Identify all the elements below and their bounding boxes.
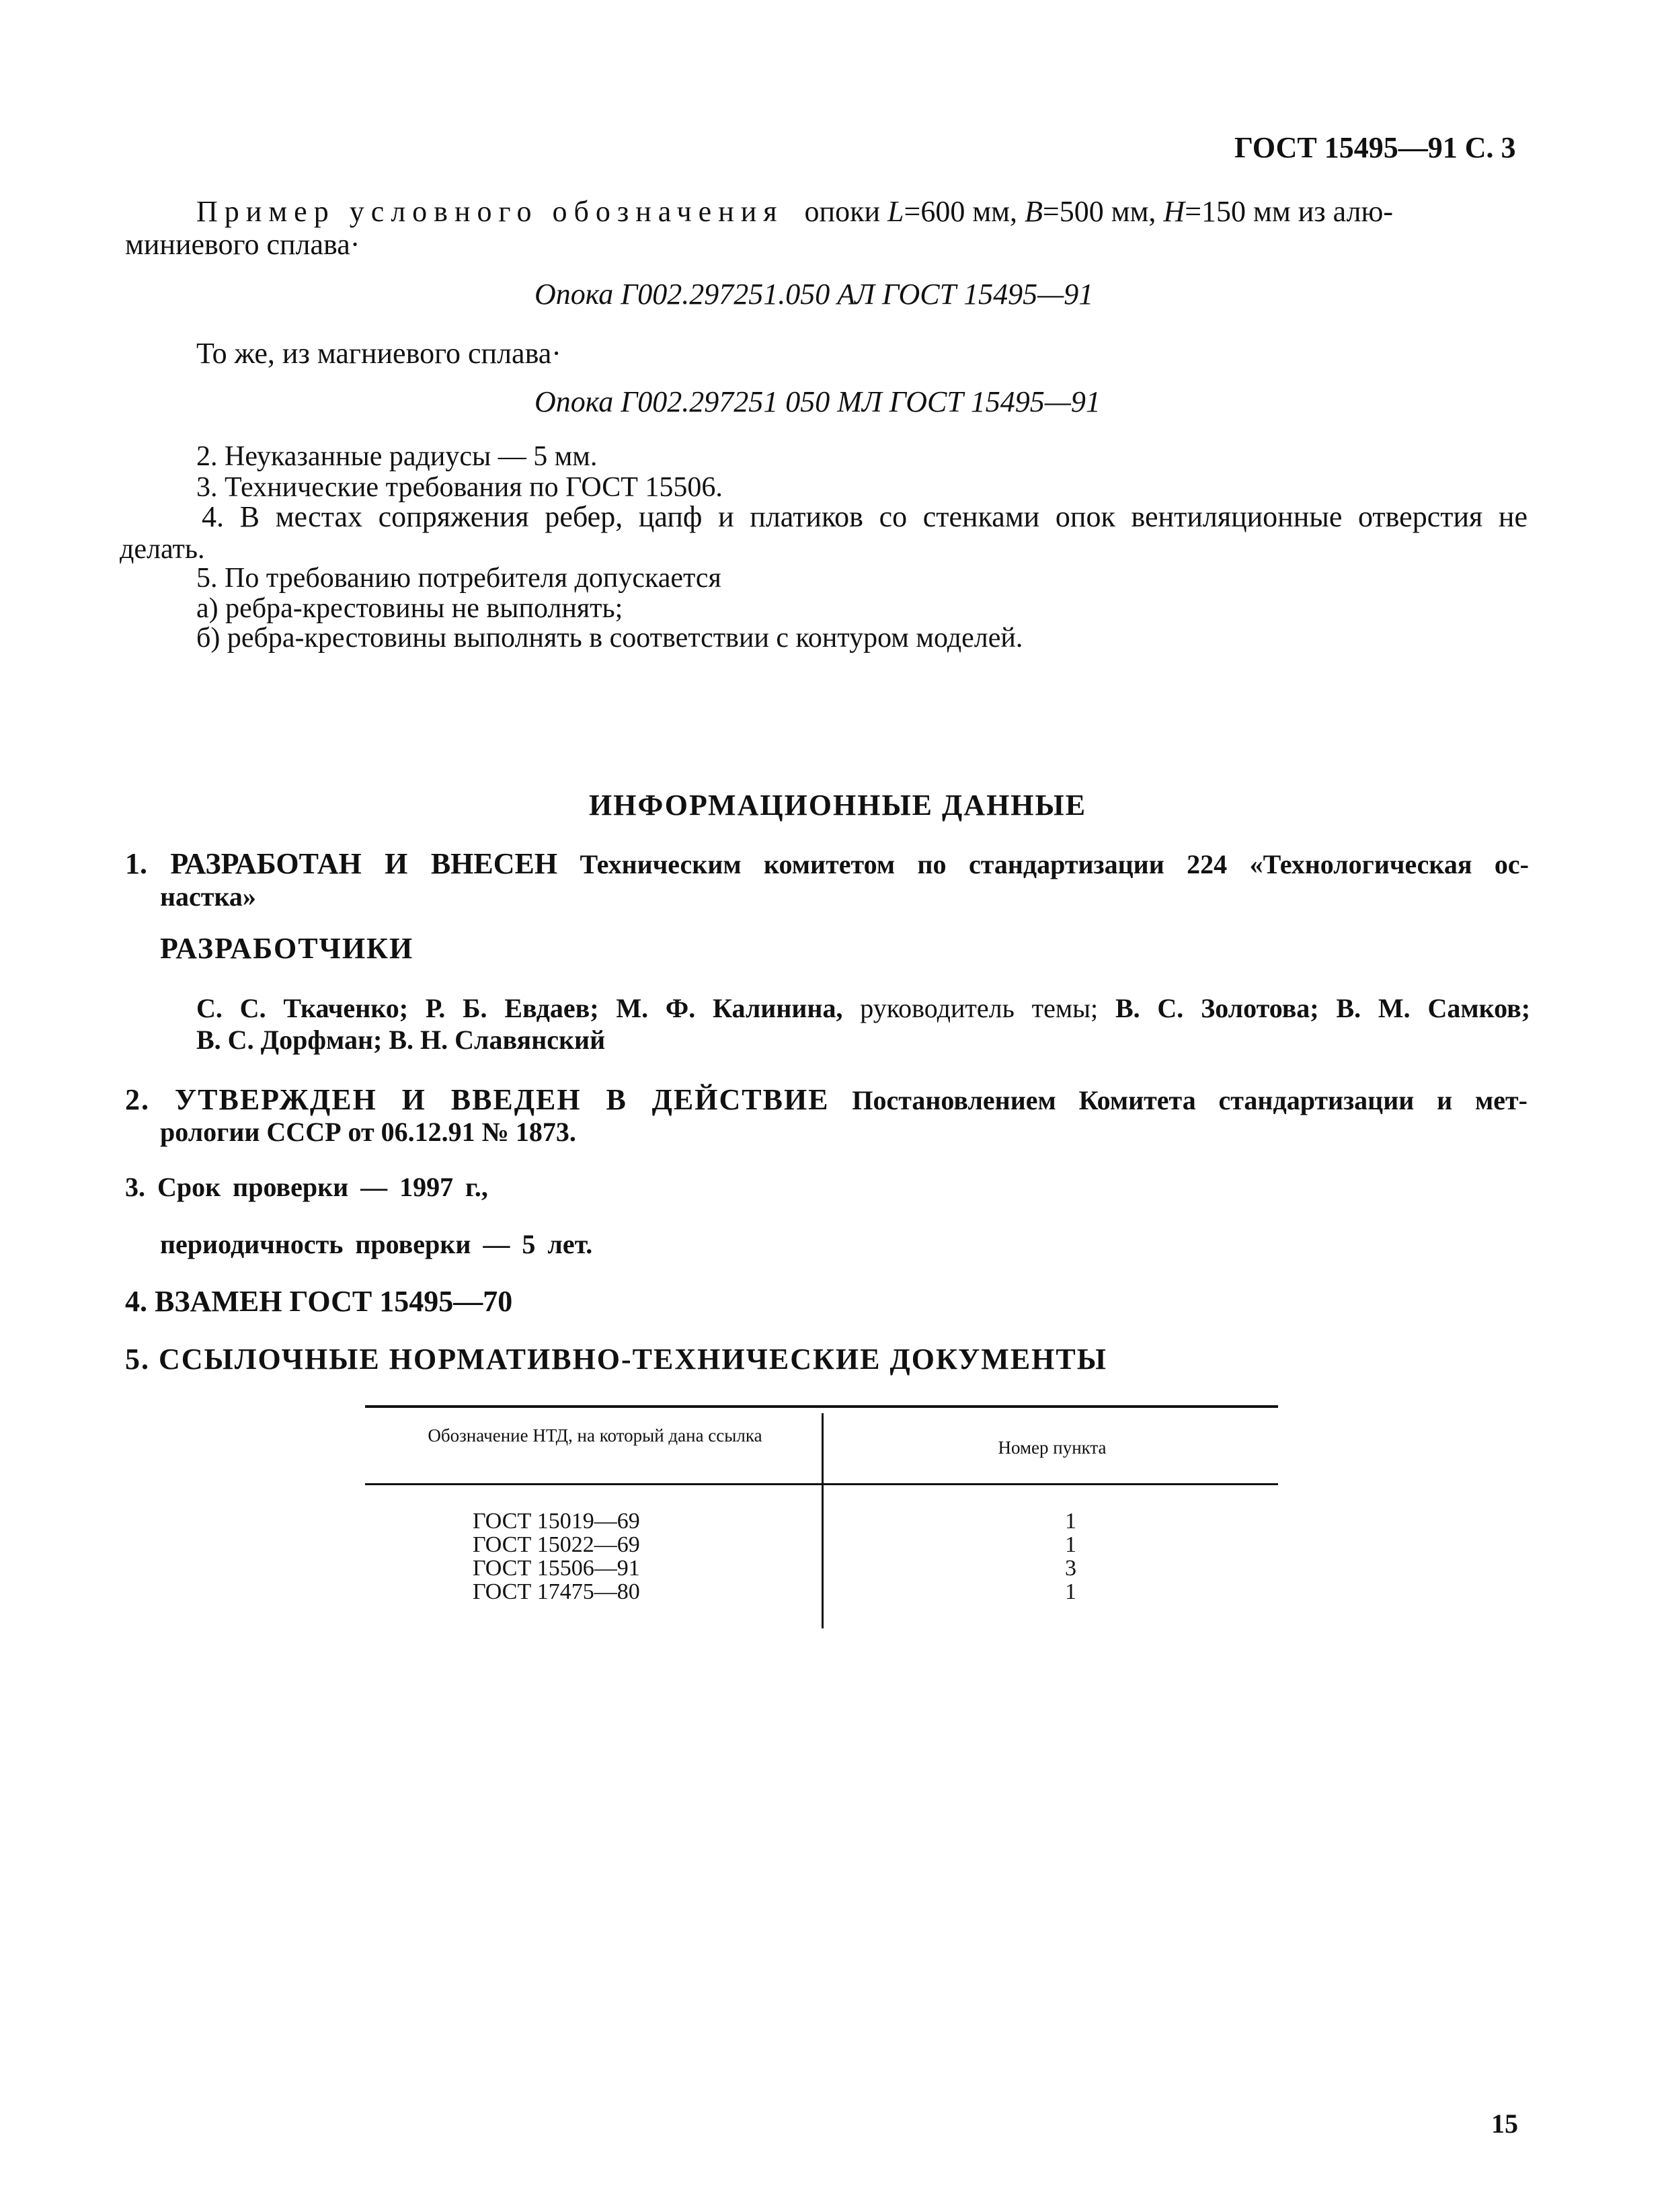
developer-2: Р. Б. Евдаев; xyxy=(425,993,599,1023)
dim-h-value: =150 мм из алю- xyxy=(1185,195,1394,228)
example-line-2: миниевого сплава· xyxy=(125,228,360,261)
designation-aluminium: Опока Г002.297251.050 АЛ ГОСТ 15495—91 xyxy=(534,278,1094,311)
note-3: 3. Технические требования по ГОСТ 15506. xyxy=(196,472,723,503)
note-2: 2. Неуказанные радиусы — 5 мм. xyxy=(196,441,598,472)
table-row-3-item: 3 xyxy=(1065,1556,1076,1581)
table-header-item: Номер пункта xyxy=(998,1437,1107,1458)
info-item-2 xyxy=(125,1084,1528,1116)
dim-l-symbol: L xyxy=(887,195,904,228)
dim-b-symbol: B xyxy=(1025,195,1043,228)
developer-1: С. С. Ткаченко; xyxy=(196,993,409,1023)
table-header-rule xyxy=(365,1483,1278,1485)
note-5a: а) ребра-крестовины не выполнять; xyxy=(196,593,623,624)
developers-line-1 xyxy=(196,993,1530,1024)
info-item-3-line-2: периодичность проверки — 5 лет. xyxy=(160,1229,593,1259)
table-row-3-doc: ГОСТ 15506—91 xyxy=(473,1556,640,1581)
info-item-4: 4. ВЗАМЕН ГОСТ 15495—70 xyxy=(125,1285,513,1318)
document-code: ГОСТ 15495—91 С. 3 xyxy=(1234,131,1516,164)
developers-line-2 xyxy=(196,1025,605,1056)
developer-4: В. С. Золотова; xyxy=(1115,993,1319,1023)
note-5: 5. По требованию потребителя допускается xyxy=(196,563,721,594)
dim-b-value: =500 мм, xyxy=(1042,195,1156,228)
dim-l-value: =600 мм, xyxy=(904,195,1018,228)
info-item-2-label: 2. УТВЕРЖДЕН И ВВЕДЕН В ДЕЙСТВИЕ xyxy=(125,1083,830,1116)
info-item-1-label: 1. РАЗРАБОТАН И ВНЕСЕН xyxy=(125,847,558,880)
info-item-3: 3. Срок проверки — 1997 г., xyxy=(125,1172,488,1202)
magnesium-intro: То же, из магниевого сплава· xyxy=(196,337,561,370)
example-text-1: опоки xyxy=(804,195,881,228)
note-4-line-2: делать. xyxy=(120,534,205,565)
developers-title: РАЗРАБОТЧИКИ xyxy=(160,932,414,965)
developer-6: В. С. Дорфман; xyxy=(196,1025,383,1055)
note-5b: б) ребра-крестовины выполнять в соответствии с контуром моделей. xyxy=(196,623,1023,654)
developer-7: В. Н. Славянский xyxy=(389,1025,606,1055)
designation-magnesium: Опока Г002.297251 050 МЛ ГОСТ 15495—91 xyxy=(534,385,1101,418)
example-line-1 xyxy=(196,196,1393,228)
developer-5: В. М. Самков; xyxy=(1336,993,1531,1023)
developer-3-role: руководитель темы; xyxy=(860,993,1099,1023)
example-prefix: Пример условного обозначения xyxy=(196,195,784,228)
table-row-2-doc: ГОСТ 15022—69 xyxy=(473,1532,640,1557)
developer-3: М. Ф. Калинина, xyxy=(616,993,843,1023)
dim-h-symbol: H xyxy=(1163,195,1185,228)
table-row-4-item: 1 xyxy=(1065,1579,1076,1604)
table-row-4-doc: ГОСТ 17475—80 xyxy=(473,1579,640,1604)
table-row-1-item: 1 xyxy=(1065,1509,1076,1534)
table-row-2-item: 1 xyxy=(1065,1532,1076,1557)
info-title: ИНФОРМАЦИОННЫЕ ДАННЫЕ xyxy=(589,789,1087,822)
note-4-line-1: 4. В местах сопряжения ребер, цапф и платиков со стенками опок вентиляционные отверстия не xyxy=(202,500,1528,533)
info-item-1 xyxy=(125,848,1529,880)
table-top-rule xyxy=(365,1405,1278,1408)
page-number: 15 xyxy=(1491,2108,1518,2139)
table-column-divider xyxy=(822,1413,824,1628)
info-item-1-line-2: настка» xyxy=(160,881,256,912)
table-header-designation: Обозначение НТД, на который дана ссылка xyxy=(428,1425,762,1446)
info-item-2-line-2: рологии СССР от 06.12.91 № 1873. xyxy=(160,1117,576,1147)
info-item-1-text: Техническим комитетом по стандартизации 224 «Технологическая ос- xyxy=(580,849,1530,879)
table-row-1-doc: ГОСТ 15019—69 xyxy=(473,1509,640,1534)
info-item-2-text: Постановлением Комитета стандартизации и мет- xyxy=(852,1085,1528,1115)
info-item-5: 5. ССЫЛОЧНЫЕ НОРМАТИВНО-ТЕХНИЧЕСКИЕ ДОКУМЕНТЫ xyxy=(125,1343,1107,1376)
